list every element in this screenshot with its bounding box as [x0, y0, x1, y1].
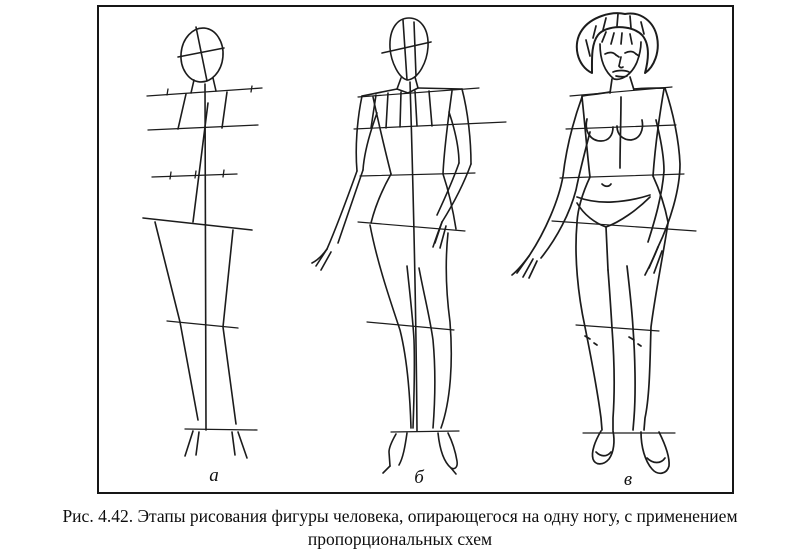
caption-line-1: Рис. 4.42. Этапы рисования фигуры человека, опирающегося на одну ногу, с применением: [62, 506, 738, 526]
figure-caption: [0, 505, 800, 551]
caption-line-2: пропорциональных схем: [307, 529, 493, 549]
figure-border-frame: [97, 5, 734, 494]
panel-label-v: в: [623, 469, 633, 490]
panel-label-a: а: [209, 465, 219, 486]
panel-label-b: б: [414, 467, 424, 488]
